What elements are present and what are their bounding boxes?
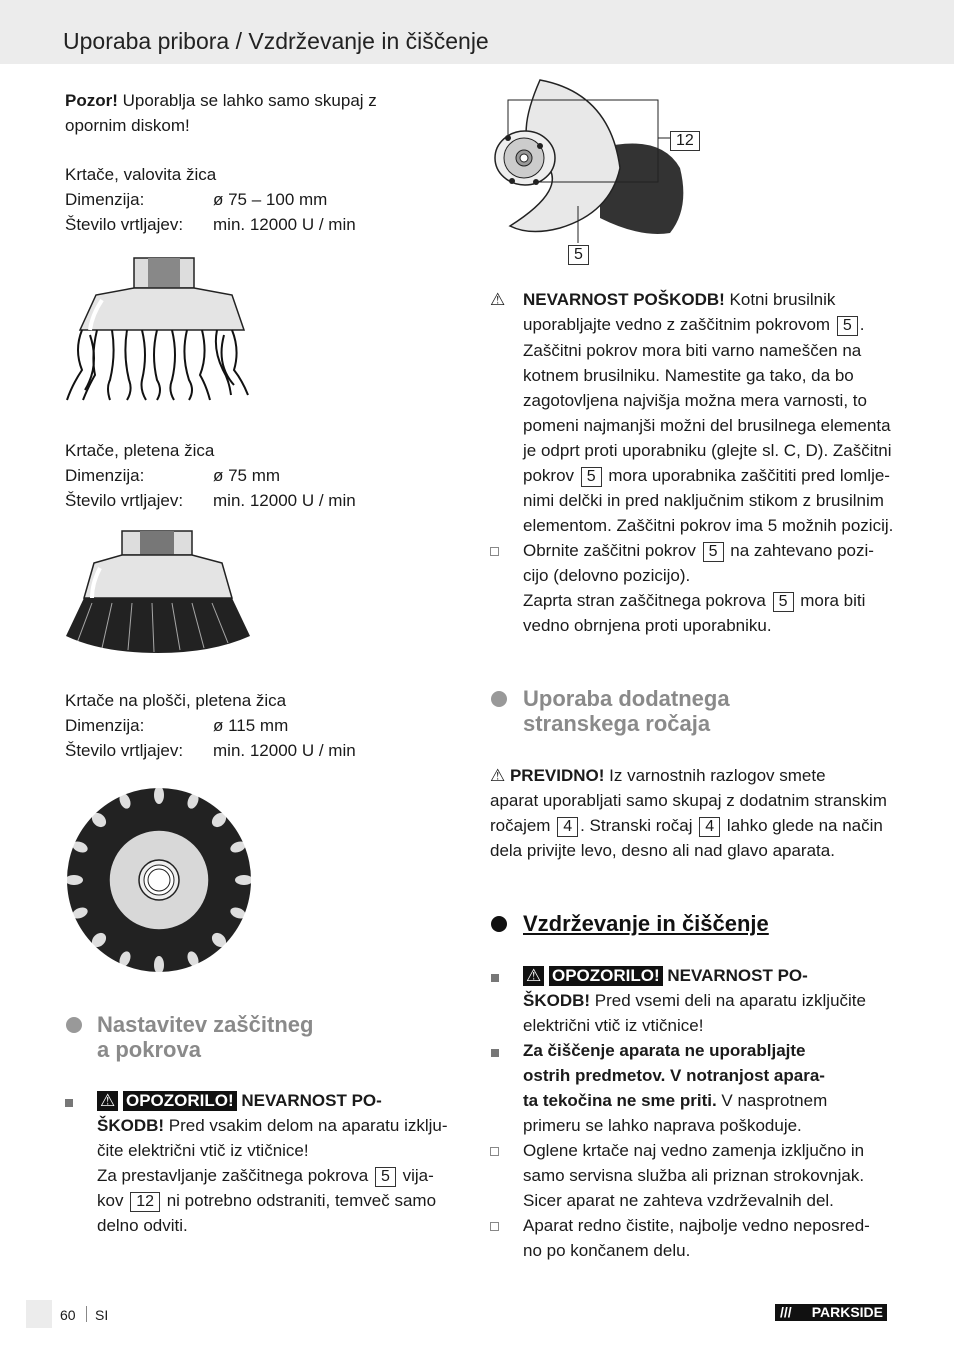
- maint-item-2-line-3: [523, 1088, 827, 1113]
- guard-screws-line-3: delno odviti.: [97, 1216, 188, 1235]
- warning-line: [97, 1088, 382, 1113]
- knotted-cup-brush-illustration: [62, 528, 252, 663]
- step-line-4: vedno obrnjena proti uporabniku.: [523, 616, 772, 635]
- caution-text-3: ročajem: [490, 816, 551, 835]
- section-title-side-handle: Uporaba dodatnega: [523, 686, 730, 711]
- step-line-2: cijo (delovno pozicijo).: [523, 566, 691, 585]
- brush2-rpm-value: min. 12000 U / min: [213, 491, 356, 510]
- caution-text-3b: . Stranski ročaj: [580, 816, 693, 835]
- brush1-dim-label: Dimenzija:: [65, 190, 145, 209]
- fig-box-12: 12: [670, 131, 700, 151]
- page-number: 60: [60, 1307, 76, 1323]
- danger-warning-icon: ⚠: [490, 290, 506, 309]
- danger-line-2: uporabljajte vedno z zaščitnim pokrovom 5 .: [523, 315, 865, 334]
- ref-box-5: 5: [837, 316, 858, 336]
- danger-text-8: pokrov: [523, 466, 575, 485]
- danger-line-10: elementom. Zaščitni pokrov ima 5 možnih pozicij.: [523, 516, 894, 535]
- fig-box-5: 5: [568, 245, 589, 265]
- maint-warning-line: [523, 963, 808, 988]
- brush1-name: Krtače, valovita žica: [65, 165, 217, 184]
- maint-item-4-line-2: no po končanem delu.: [523, 1241, 691, 1260]
- danger-line-7: je odprt proti uporabniku (glejte sl. C, D). Zaščitni: [523, 441, 892, 460]
- danger-text-8b: mora uporabnika zaščititi pred lomlje-: [603, 466, 890, 485]
- step-bullet: [490, 547, 499, 556]
- brush2-rpm-label: Število vrtljajev:: [65, 491, 184, 510]
- maint-item-3-line-1: Oglene krtače naj vedno zamenja izključno in: [523, 1141, 865, 1160]
- wheel-brush-illustration: [62, 785, 262, 977]
- danger-line-6: pomeni najmanjši možni del brusilnega elementa: [523, 416, 891, 435]
- brush2-name: Krtače, pletena žica: [65, 441, 215, 460]
- brush2-dim-label: Dimenzija:: [65, 466, 145, 485]
- brush3-rpm-value: min. 12000 U / min: [213, 741, 356, 760]
- brush1-rpm-label: Število vrtljajev:: [65, 215, 184, 234]
- brush3-rpm-label: Število vrtljajev:: [65, 741, 184, 760]
- pozor-label: Pozor!: [65, 91, 118, 110]
- danger-text: Kotni brusilnik: [724, 290, 836, 309]
- ref-box-4: 4: [557, 817, 578, 837]
- fig-label-5: [566, 241, 591, 266]
- caution-text-3c: lahko glede na način: [722, 816, 883, 835]
- warning-triangle-badge: ⚠: [97, 1091, 118, 1111]
- maint-item-3-line-3: Sicer aparat ne zahteva vzdrževalnih del.: [523, 1191, 834, 1210]
- page-header: [0, 0, 954, 64]
- warning-bold-text-2: ŠKODB!: [523, 991, 591, 1010]
- warning-text: Pred vsakim delom na aparatu izklju-: [164, 1116, 448, 1135]
- ref-box-5: 5: [581, 467, 602, 487]
- warning-line-3: čite električni vtič iz vtičnice!: [97, 1141, 309, 1160]
- warning-badge: OPOZORILO!: [123, 1091, 237, 1111]
- section-bullet: [491, 916, 507, 932]
- wavy-cup-brush-illustration: [62, 255, 252, 410]
- angle-grinder-guard-illustration: [490, 78, 710, 268]
- maint-warning-line-2: [523, 988, 866, 1013]
- guard-text-b: vija-: [397, 1166, 434, 1185]
- danger-text-2: uporabljajte vedno z zaščitnim pokrovom: [523, 315, 831, 334]
- brush3-name: Krtače na plošči, pletena žica: [65, 691, 287, 710]
- guard-screws-line-2: [97, 1188, 436, 1213]
- list-bullet: [491, 1049, 499, 1057]
- caution-text: Iz varnostnih razlogov smete: [604, 766, 826, 785]
- pozor-note: [65, 88, 377, 113]
- fig-label-12: [668, 127, 702, 152]
- warning-triangle-badge: ⚠: [523, 966, 544, 986]
- maint-text: V nasprotnem: [716, 1091, 828, 1110]
- danger-line-4: kotnem brusilniku. Namestite ga tako, da bo: [523, 366, 854, 385]
- brand-name: PARKSIDE: [811, 1304, 883, 1320]
- screws-text-b: ni potrebno odstraniti, temveč samo: [162, 1191, 437, 1210]
- language-code: SI: [95, 1307, 109, 1323]
- guard-screws-line: [97, 1163, 434, 1188]
- brand-logo: [775, 1304, 887, 1321]
- section-title-side-handle-2: stranskega ročaja: [523, 711, 711, 736]
- ref-box-12: 12: [130, 1192, 160, 1212]
- step-text: Obrnite zaščitni pokrov: [523, 541, 696, 560]
- brush2-dim-value: ø 75 mm: [213, 466, 281, 485]
- step-line-3: [523, 588, 865, 613]
- section-bullet: [66, 1017, 82, 1033]
- danger-line-5: zagotovljena najvišja možna mera varnosti, to: [523, 391, 867, 410]
- footer-tab: [26, 1300, 52, 1328]
- page-title: Uporaba pribora / Vzdrževanje in čiščenje: [63, 28, 489, 54]
- caution-line-4: dela privijte levo, desno ali nad glavo aparata.: [490, 841, 835, 860]
- caution-line-3: [490, 813, 883, 838]
- step-bullet: [490, 1147, 499, 1156]
- caution-line: ⚠ PREVIDNO! Iz varnostnih razlogov smete: [490, 766, 826, 785]
- section-title-guard-adjust-2: a pokrova: [97, 1037, 201, 1062]
- maint-item-2-line-4: primeru se lahko naprava poškoduje.: [523, 1116, 802, 1135]
- brand-stripes-icon: ///: [780, 1304, 792, 1320]
- maint-item-4-line-1: Aparat redno čistite, najbolje vedno neposred-: [523, 1216, 870, 1235]
- step-text-b: na zahtevano pozi-: [725, 541, 874, 560]
- ref-box-5: 5: [375, 1167, 396, 1187]
- step-text-3: Zaprta stran zaščitnega pokrova: [523, 591, 766, 610]
- section-title-maintenance: Vzdrževanje in čiščenje: [523, 911, 769, 936]
- section-title-guard-adjust: Nastavitev zaščitneg: [97, 1012, 314, 1037]
- maint-item-2-line-1: Za čiščenje aparata ne uporabljajte: [523, 1041, 806, 1060]
- step-text-3b: mora biti: [795, 591, 866, 610]
- pozor-text-2: opornim diskom!: [65, 116, 190, 135]
- screws-text: kov: [97, 1191, 124, 1210]
- pozor-text: Uporablja se lahko samo skupaj z: [117, 91, 377, 110]
- warning-bold-text: NEVARNOST PO-: [236, 1091, 382, 1110]
- warning-line-2: [97, 1113, 448, 1138]
- brush3-dim-value: ø 115 mm: [213, 716, 289, 735]
- ref-box-5: 5: [773, 592, 794, 612]
- danger-line-8: [523, 463, 890, 488]
- warning-badge: OPOZORILO!: [549, 966, 663, 986]
- brush1-dim-value: ø 75 – 100 mm: [213, 190, 328, 209]
- list-bullet: [491, 974, 499, 982]
- ref-box-4: 4: [699, 817, 720, 837]
- guard-text: Za prestavljanje zaščitnega pokrova: [97, 1166, 369, 1185]
- maint-warning-line-3: električni vtič iz vtičnice!: [523, 1016, 704, 1035]
- list-bullet: [65, 1099, 73, 1107]
- danger-line-3: Zaščitni pokrov mora biti varno nameščen na: [523, 341, 862, 360]
- ref-box-5: 5: [703, 542, 724, 562]
- footer-divider: [86, 1306, 87, 1322]
- maint-item-2-line-2: ostrih predmetov. V notranjost apara-: [523, 1066, 825, 1085]
- step-bullet: [490, 1222, 499, 1231]
- warning-bold-text: NEVARNOST PO-: [662, 966, 808, 985]
- maint-item-3-line-2: samo servisna služba ali priznan strokovnjak.: [523, 1166, 865, 1185]
- caution-label: PREVIDNO!: [509, 766, 605, 785]
- maint-bold-text: ta tekočina ne sme priti.: [523, 1091, 717, 1110]
- danger-line: [523, 287, 835, 312]
- warning-text: Pred vsemi deli na aparatu izključite: [590, 991, 866, 1010]
- brush3-dim-label: Dimenzija:: [65, 716, 145, 735]
- danger-label: NEVARNOST POŠKODB!: [523, 290, 725, 309]
- caution-line-2: aparat uporabljati samo skupaj z dodatnim stranskim: [490, 791, 887, 810]
- warning-bold-text-2: ŠKODB!: [97, 1116, 165, 1135]
- danger-line-9: nimi delčki in pred naključnim stikom z brusilnim: [523, 491, 884, 510]
- step-line-1: [523, 538, 874, 563]
- brush1-rpm-value: min. 12000 U / min: [213, 215, 356, 234]
- section-bullet: [491, 691, 507, 707]
